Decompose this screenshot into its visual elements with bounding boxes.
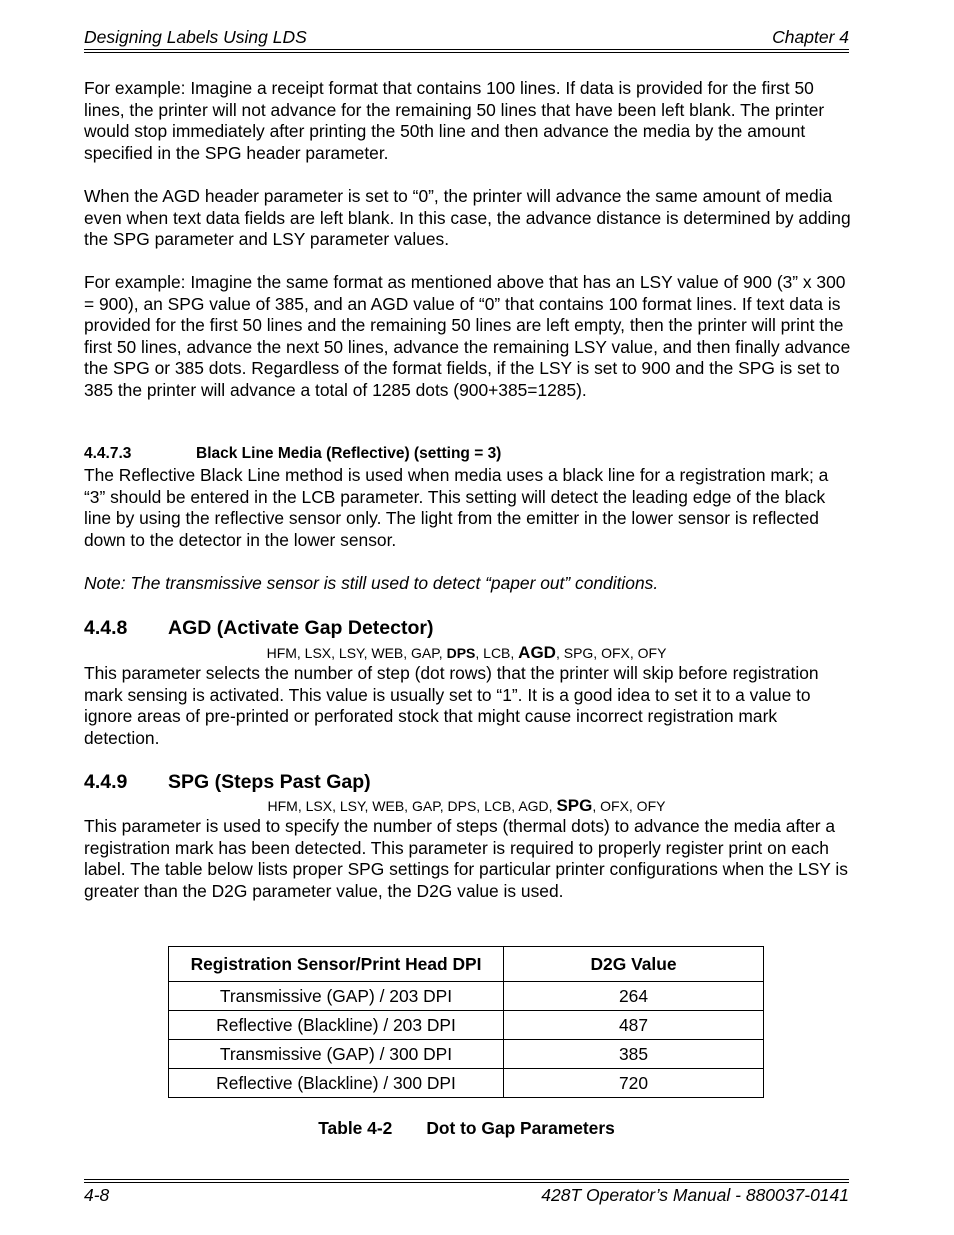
- section-number: 4.4.8: [84, 617, 128, 639]
- header-chapter: Chapter 4: [772, 27, 849, 47]
- table-cell-value: 487: [504, 1011, 764, 1040]
- paragraph-reflective-black-line: The Reflective Black Line method is used when media uses a black line for a registration mark; a “3” should be entered in the LCB parameter. This setting will detect the leading edge of the black line by using the reflective sensor only. The light from the emitter in the lower sensor is reflected down to the detector in the lower sensor.: [84, 465, 829, 550]
- table-row: [169, 1040, 764, 1069]
- subsection-title: Black Line Media (Reflective) (setting = 3): [196, 445, 502, 462]
- table-header-row: [169, 947, 764, 982]
- table-cell-config: Reflective (Blackline) / 300 DPI: [169, 1069, 504, 1098]
- table-cell-config: Transmissive (GAP) / 203 DPI: [169, 982, 504, 1011]
- header-rule: [84, 49, 849, 53]
- subsection-heading: [84, 445, 501, 463]
- table-row: [169, 1069, 764, 1098]
- column-header-sensor-dpi: Registration Sensor/Print Head DPI: [169, 947, 504, 982]
- table-caption-title: Dot to Gap Parameters: [426, 1118, 615, 1138]
- table-cell-config: Reflective (Blackline) / 203 DPI: [169, 1011, 504, 1040]
- footer-rule: [84, 1179, 849, 1183]
- table-row: [169, 982, 764, 1011]
- section-number: 4.4.9: [84, 771, 128, 793]
- section-title: SPG (Steps Past Gap): [168, 771, 371, 793]
- table-cell-value: 385: [504, 1040, 764, 1069]
- table-caption: [84, 1118, 849, 1139]
- section-title: AGD (Activate Gap Detector): [168, 617, 434, 639]
- table-cell-value: 720: [504, 1069, 764, 1098]
- paragraph-agd-description: This parameter selects the number of step (dot rows) that the printer will skip before registration mark sensing is activated. This value is usually set to “1”. It is a good idea to set it to a value to ignore areas of pre-printed or perforated stock that might cause incorrect registration mark detection.: [84, 663, 819, 748]
- page-footer: [84, 1185, 849, 1206]
- paragraph-lsy-example: For example: Imagine the same format as mentioned above that has an LSY value of 900 (3” x 300 = 900), an SPG value of 385, and an AGD value of “0” that contains 100 format lines. If text data is provided for the first 50 lines and the remaining 50 lines are left empty, then the printer will print the first 50 lines, advance the next 50 lines, advance the remaining LSY value, and then finally advance the SPG or 385 dots. Regardless of the format fields, if the LSY is set to 900 and the SPG is set to 385 the printer will advance a total of 1285 dots (900+385=1285).: [84, 272, 851, 400]
- table-caption-label: Table 4-2: [318, 1118, 393, 1138]
- section-heading-agd: [84, 617, 433, 640]
- parameter-list-spg: HFM, LSX, LSY, WEB, GAP, DPS, LCB, AGD, SPG, OFX, OFY: [267, 796, 666, 815]
- table-cell-config: Transmissive (GAP) / 300 DPI: [169, 1040, 504, 1069]
- parameter-list-agd: HFM, LSX, LSY, WEB, GAP, DPS, LCB, AGD, SPG, OFX, OFY: [266, 643, 667, 662]
- table-cell-value: 264: [504, 982, 764, 1011]
- current-parameter: SPG: [556, 796, 593, 815]
- column-header-d2g-value: D2G Value: [504, 947, 764, 982]
- page-number: 4-8: [84, 1185, 110, 1205]
- table-row: [169, 1011, 764, 1040]
- note-transmissive-sensor: Note: The transmissive sensor is still used to detect “paper out” conditions.: [84, 573, 659, 593]
- current-parameter: AGD: [518, 643, 556, 662]
- page-header: [84, 27, 849, 48]
- header-section-title: Designing Labels Using LDS: [84, 27, 307, 47]
- section-heading-spg: [84, 771, 371, 794]
- paragraph-agd-zero: When the AGD header parameter is set to “0”, the printer will advance the same amount of media even when text data fields are left blank. In this case, the advance distance is determined by adding the SPG parameter and LSY parameter values.: [84, 186, 851, 250]
- d2g-table: [168, 946, 764, 1098]
- subsection-number: 4.4.7.3: [84, 445, 132, 462]
- paragraph-receipt-example: For example: Imagine a receipt format that contains 100 lines. If data is provided for the first 50 lines, the printer will not advance for the remaining 50 lines that have been left blank. The printer would stop immediately after printing the 50th line and then advance the media by the amount specified in the SPG header parameter.: [84, 78, 825, 163]
- manual-title: 428T Operator’s Manual - 880037-0141: [541, 1185, 849, 1205]
- paragraph-spg-description: This parameter is used to specify the number of steps (thermal dots) to advance the media after a registration mark has been detected. This parameter is required to properly register print on each label. The table below lists proper SPG settings for particular printer configurations when the LSY is greater than the D2G parameter value, the D2G value is used.: [84, 816, 848, 901]
